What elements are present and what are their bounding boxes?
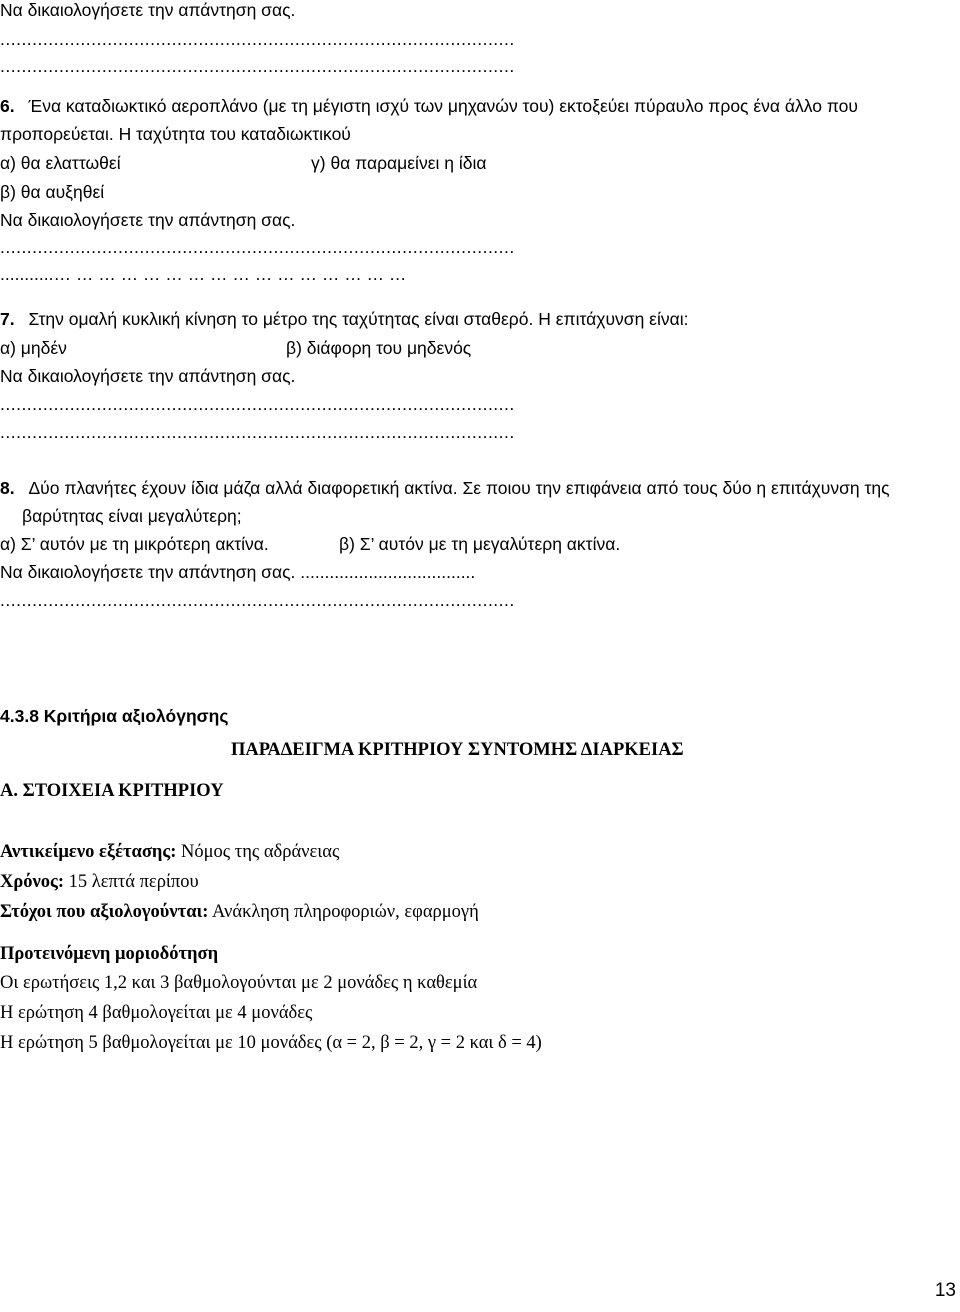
option-a: α) θα ελαττωθεί <box>0 153 121 173</box>
question-number: 7. <box>0 309 15 329</box>
answer-line: ................................................................................................ <box>0 590 515 610</box>
justify-prompt: Να δικαιολογήσετε την απάντηση σας. .................................... <box>0 562 476 582</box>
option-b: β) διάφορη του μηδενός <box>286 338 472 358</box>
answer-line: ................................................................................................ <box>0 29 515 49</box>
exam-time-label: Χρόνος: <box>0 872 64 892</box>
question-text-continued: βαρύτητας είναι μεγαλύτερη; <box>22 506 242 526</box>
exam-subject-value: Νόμος της αδράνειας <box>176 842 340 862</box>
question-7 <box>0 308 688 330</box>
question-6 <box>0 95 957 117</box>
exam-goals-value: Ανάκληση πληροφοριών, εφαρμογή <box>208 902 479 922</box>
part-a-heading: Α. ΣΤΟΙΧΕΙΑ ΚΡΙΤΗΡΙΟΥ <box>0 781 224 801</box>
example-title: ΠΑΡΑΔΕΙΓΜΑ ΚΡΙΤΗΡΙΟΥ ΣΥΝΤΟΜΗΣ ΔΙΑΡΚΕΙΑΣ <box>231 740 684 760</box>
question-text: Δύο πλανήτες έχουν ίδια μάζα αλλά διαφορετική ακτίνα. Σε ποιου την επιφάνεια από τους δύο η επιτάχυνση της <box>28 478 890 498</box>
option-c: γ) θα παραμείνει η ίδια <box>311 153 487 173</box>
grading-line: Η ερώτηση 4 βαθμολογείται με 4 μονάδες <box>0 1003 313 1023</box>
answer-line: ................................................................................................ <box>0 56 515 76</box>
answer-line: ...........… … … … … … … … … … … … … … … … <box>0 264 407 284</box>
option-b: β) θα αυξηθεί <box>0 182 105 202</box>
justify-prompt: Να δικαιολογήσετε την απάντηση σας. <box>0 0 296 20</box>
question-text: Ένα καταδιωκτικό αεροπλάνο (με τη μέγιστη ισχύ των μηχανών του) εκτοξεύει πύραυλο προς ένα άλλο που <box>28 96 858 116</box>
question-number: 6. <box>0 96 15 116</box>
section-heading: 4.3.8 Κριτήρια αξιολόγησης <box>0 706 229 726</box>
exam-time <box>0 871 199 893</box>
answer-line: ................................................................................................ <box>0 237 515 257</box>
option-a: α) μηδέν <box>0 338 67 358</box>
grading-line: Η ερώτηση 5 βαθμολογείται με 10 μονάδες (α = 2, β = 2, γ = 2 και δ = 4) <box>0 1033 542 1053</box>
justify-prompt: Να δικαιολογήσετε την απάντηση σας. <box>0 210 296 230</box>
answer-line: ................................................................................................ <box>0 394 515 414</box>
question-number: 8. <box>0 478 15 498</box>
exam-subject-label: Αντικείμενο εξέτασης: <box>0 842 177 862</box>
exam-time-value: 15 λεπτά περίπου <box>64 872 199 892</box>
question-8 <box>0 477 890 499</box>
answer-line: ................................................................................................ <box>0 422 515 442</box>
option-a: α) Σ’ αυτόν με τη μικρότερη ακτίνα. <box>0 534 269 554</box>
question-text: Στην ομαλή κυκλική κίνηση το μέτρο της ταχύτητας είναι σταθερό. Η επιτάχυνση είναι: <box>28 309 689 329</box>
option-b: β) Σ’ αυτόν με τη μεγαλύτερη ακτίνα. <box>339 534 621 554</box>
exam-subject <box>0 841 339 863</box>
question-text-continued: προπορεύεται. Η ταχύτητα του καταδιωκτικού <box>0 124 351 144</box>
grading-heading: Προτεινόμενη μοριοδότηση <box>0 944 219 964</box>
justify-prompt: Να δικαιολογήσετε την απάντηση σας. <box>0 366 296 386</box>
exam-goals <box>0 901 479 923</box>
grading-line: Οι ερωτήσεις 1,2 και 3 βαθμολογούνται με 2 μονάδες η καθεμία <box>0 973 478 993</box>
page-number: 13 <box>934 1280 956 1301</box>
exam-goals-label: Στόχοι που αξιολογούνται: <box>0 902 209 922</box>
